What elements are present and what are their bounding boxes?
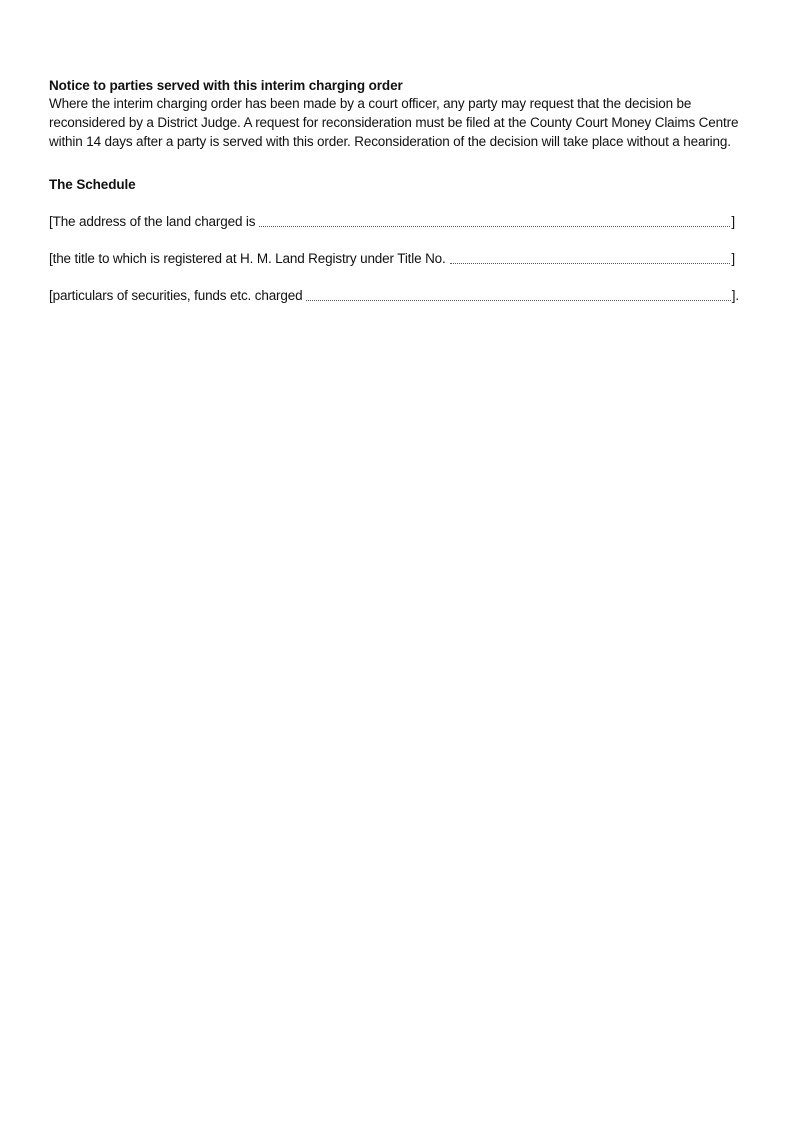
schedule-label: [the title to which is registered at H. M. Land Registry under Title No. (49, 251, 446, 266)
securities-fill-line[interactable] (306, 300, 730, 301)
closing-bracket: ] (731, 251, 735, 266)
schedule-list (49, 213, 751, 305)
schedule-row-title-number (49, 250, 735, 268)
schedule-row-land-address (49, 213, 735, 231)
notice-body: Where the interim charging order has been made by a court officer, any party may request that the decision be reconsidered by a District Judge. A request for reconsideration must be filed at the County Court Money Claims Centre within 14 days after a party is served with this order. Reconsideration of the decision will take place without a hearing. (49, 96, 739, 149)
document-page (49, 77, 751, 324)
land-address-fill-line[interactable] (259, 226, 730, 227)
title-number-fill-line[interactable] (450, 263, 731, 264)
schedule-row-securities (49, 287, 739, 305)
schedule-heading: The Schedule (49, 177, 136, 192)
closing-bracket: ]. (731, 288, 739, 303)
closing-bracket: ] (731, 214, 735, 229)
notice-heading: Notice to parties served with this interim charging order (49, 78, 403, 93)
schedule-label: [particulars of securities, funds etc. charged (49, 288, 303, 303)
schedule-label: [The address of the land charged is (49, 214, 256, 229)
